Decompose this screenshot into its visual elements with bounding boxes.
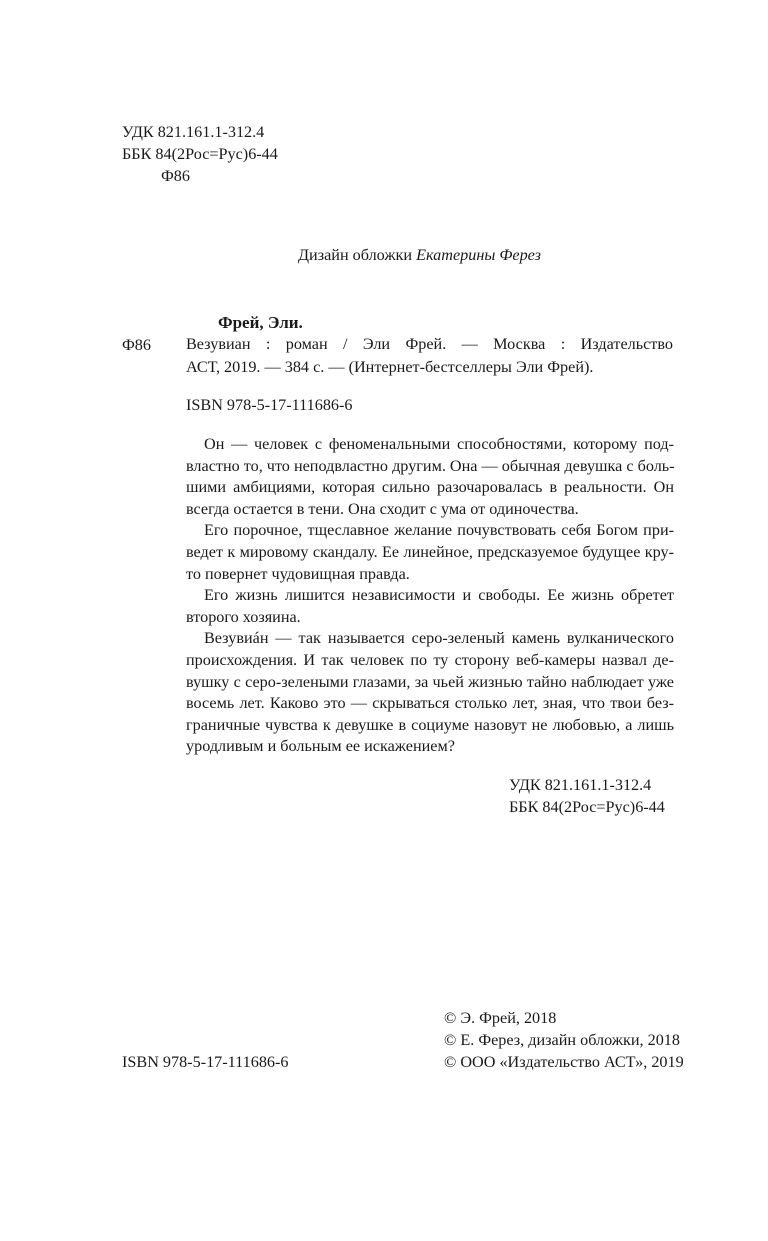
footer-isbn: ISBN 978-5-17-111686-6 [122, 1053, 289, 1071]
bbk-bottom: ББК 84(2Рос=Рус)6-44 [509, 798, 665, 816]
annotation-p3-line: второго хозяина. [186, 607, 301, 626]
copyright-author: © Э. Фрей, 2018 [444, 1009, 557, 1027]
annotation-p4-line: Везувиáн — так называется серо-зеленый камень вулканического [204, 629, 674, 648]
cover-credit-prefix: Дизайн обложки [298, 246, 413, 264]
annotation-p4-line: вушку с серо-зелеными глазами, за чьей жизнью тайно наблюдает уже [186, 672, 674, 691]
copyright-publisher: © ООО «Издательство АСТ», 2019 [444, 1053, 684, 1071]
copyright-cover: © Е. Ферез, дизайн обложки, 2018 [444, 1031, 680, 1049]
catalog-line-2: АСТ, 2019. — 384 с. — (Интернет-бестселлеры Эли Фрей). [186, 358, 594, 376]
annotation-p3-line: Его жизнь лишится независимости и свободы. Ее жизнь обретет [204, 586, 674, 605]
catalog-mark: Ф86 [122, 336, 151, 354]
annotation-p4-line: граничные чувства к девушке в социуме назовут не любовью, а лишь [186, 715, 674, 734]
annotation-p2-line: то повернет чудовищная правда. [186, 564, 410, 583]
udk-bottom: УДК 821.161.1-312.4 [509, 776, 652, 794]
author-mark-top: Ф86 [161, 167, 190, 185]
cover-credit-designer: Екатерины Ферез [416, 246, 541, 264]
annotation-p1-line: шими амбициями, которая сильно разочаровалась в реальности. Он [186, 478, 674, 497]
annotation-p4-line: уродливым и больным ее искажением? [186, 737, 455, 756]
annotation-p2-line: ведет к мировому скандалу. Ее линейное, предсказуемое будущее кру- [186, 543, 674, 561]
cover-design-credit [298, 244, 541, 266]
catalog-author: Фрей, Эли. [218, 313, 303, 332]
annotation-p1-line: всегда остается в тени. Она сходит с ума от одиночества. [186, 499, 579, 518]
catalog-line-1: Везувиан : роман / Эли Фрей. — Москва : Издательство [186, 335, 673, 353]
annotation-p4-line: восемь лет. Каково это — скрываться столько лет, зная, что твои без- [186, 694, 674, 713]
annotation-p2-line: Его порочное, тщеславное желание почувствовать себя Богом при- [204, 521, 674, 540]
annotation-p1-line: Он — человек с феноменальными способностями, которому под- [204, 435, 674, 453]
annotation-p1-line: властно то, что неподвластно другим. Она — обычная девушка с боль- [186, 456, 675, 475]
bbk-top: ББК 84(2Рос=Рус)6-44 [122, 145, 278, 163]
udk-top: УДК 821.161.1-312.4 [122, 123, 265, 141]
annotation-p4-line: происхождения. И так человек по ту сторону веб-камеры назвал де- [186, 651, 674, 669]
catalog-isbn: ISBN 978-5-17-111686-6 [186, 396, 353, 414]
